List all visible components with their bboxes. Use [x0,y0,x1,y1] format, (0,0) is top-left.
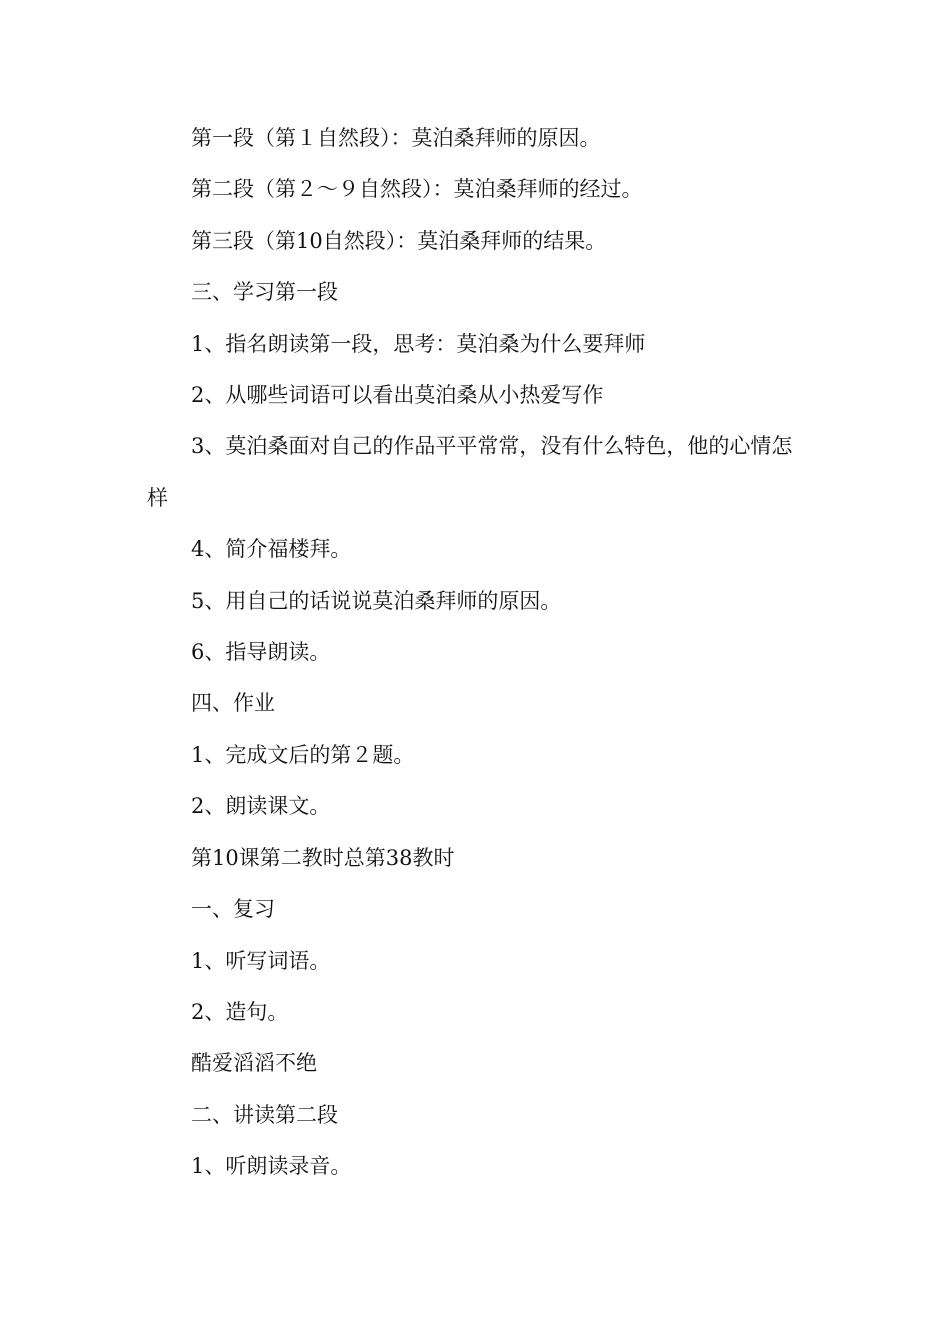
list-item: 1、指名朗读第一段，思考：莫泊桑为什么要拜师 [191,331,646,356]
list-item: 1、完成文后的第２题。 [191,742,415,767]
heading-review: 一、复习 [191,897,275,922]
paragraph-section-one: 第一段（第１自然段）：莫泊桑拜师的原因。 [191,126,601,150]
list-item: 1、听朗读录音。 [191,1154,352,1179]
document-body [147,113,807,1193]
lesson-title: 第10课第二教时总第38教时 [191,845,455,870]
paragraph-section-two: 第二段（第２～９自然段）：莫泊桑拜师的经过。 [191,177,643,202]
list-item: 6、指导朗读。 [191,640,331,665]
list-item: 2、朗读课文。 [191,794,331,819]
list-item: 2、造句。 [191,999,289,1024]
list-item: 5、用自己的话说说莫泊桑拜师的原因。 [191,588,562,613]
list-item: 3、莫泊桑面对自己的作品平平常常，没有什么特色，他的心情怎样 [147,434,793,510]
heading-study-first-section: 三、学习第一段 [191,280,338,305]
list-item: 1、听写词语。 [191,948,331,973]
vocabulary-words: 酷爱滔滔不绝 [191,1051,317,1076]
heading-homework: 四、作业 [191,691,275,716]
list-item: 2、从哪些词语可以看出莫泊桑从小热爱写作 [191,383,604,408]
paragraph-section-three: 第三段（第10自然段）：莫泊桑拜师的结果。 [191,228,607,253]
list-item: 4、简介福楼拜。 [191,537,352,562]
heading-read-second-section: 二、讲读第二段 [191,1102,338,1127]
